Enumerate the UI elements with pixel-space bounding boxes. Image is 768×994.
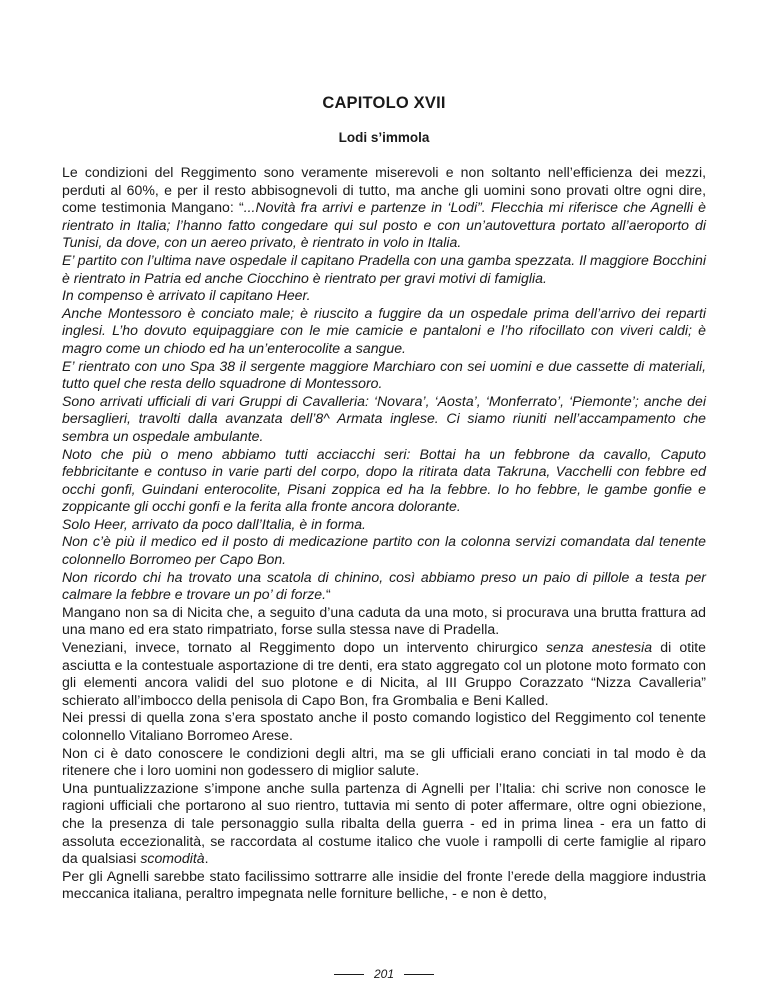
italic-text: Sono arrivati ufficiali di vari Gruppi di Cavalleria: ‘Novara’, ‘Aosta’, ‘Monferrato’, ‘Piemonte’; anche dei bersaglieri, travolti dalla avanzata dell’8^ Armata inglese. Ci siamo riuniti nell’accampamento che sembra un ospedale ambulante. (62, 392, 706, 444)
document-page (62, 0, 706, 994)
chapter-title: CAPITOLO XVII (322, 94, 446, 112)
italic-text: Anche Montessoro è conciato male; è riuscito a fuggire da un ospedale prima dell’arrivo dei reparti inglesi. L’ho dovuto equipaggiare con le mie camicie e pantaloni e l’ho rifocillato con viveri caldi; è magro come un chiodo ed ha un’enterocolite a sangue. (62, 304, 706, 356)
italic-text: E’ partito con l’ultima nave ospedale il capitano Pradella con una gamba spezzata. Il maggiore Bocchini è rientrato in Patria ed anche Ciocchino è rientrato per gravi motivi di famiglia. (62, 251, 706, 286)
chapter-subtitle: Lodi s’immola (338, 130, 430, 145)
paragraph (62, 569, 706, 604)
paragraph (62, 604, 706, 639)
italic-text: In compenso è arrivato il capitano Heer. (62, 287, 311, 304)
footer-rule-left (334, 974, 364, 975)
italic-text: ...Novità fra arrivi e partenze in ‘Lodi”. Flecchia mi riferisce che Agnelli è rientrato in Italia; l’hanno fatto congedare qui sul posto e con un’autovettura portato all’aeroporto di Tunisi, da dove, con un aereo privato, è rientrato in volo in Italia. (62, 199, 706, 251)
footer-rule-right (404, 974, 434, 975)
text-run: Veneziani, invece, tornato al Reggimento dopo un intervento chirurgico (62, 639, 546, 656)
paragraph (62, 164, 706, 252)
italic-text: Non c’è più il medico ed il posto di medicazione partito con la colonna servizi comandata dal tenente colonnello Borromeo per Capo Bon. (62, 533, 706, 568)
body-text (62, 164, 706, 903)
paragraph (62, 745, 706, 780)
paragraph (62, 533, 706, 568)
paragraph (62, 639, 706, 709)
paragraph (62, 252, 706, 287)
paragraph (62, 446, 706, 516)
paragraph (62, 868, 706, 903)
italic-text: senza anestesia (545, 639, 653, 656)
text-run: Mangano non sa di Nicita che, a seguito d’una caduta da una moto, si procurava una brutta frattura ad una mano ed era stato rimpatriato, forse sulla stessa nave di Pradella. (62, 603, 706, 638)
italic-text: scomodità (140, 850, 205, 867)
paragraph (62, 305, 706, 358)
text-run: Le condizioni del Reggimento sono veramente miserevoli e non soltanto nell’efficienza dei mezzi, perduti al 60%, e per il resto abbisognevoli di tutto, ma anche gli uomini sono provati oltre ogni dire, come testimonia Mangano: “ (62, 164, 706, 216)
paragraph (62, 393, 706, 446)
paragraph (62, 709, 706, 744)
text-run: “ (326, 586, 331, 603)
page-number: 201 (373, 967, 395, 981)
text-run: Una puntualizzazione s’impone anche sulla partenza di Agnelli per l’Italia: chi scrive non conosce le ragioni ufficiali che portarono al suo rientro, tuttavia mi sento di poter affermare, oltre ogni obiezione, che la presenza di tale personaggio sulla ribalta della guerra - ed in prima linea - era un fatto di assoluta eccezionalità, se raccordata al costume italico che vuole i rampolli di certe famiglie al riparo da qualsiasi (62, 779, 706, 867)
page-footer (62, 967, 706, 981)
italic-text: Noto che più o meno abbiamo tutti acciacchi seri: Bottai ha un febbrone da cavallo, Caputo febbricitante e contuso in varie parti del corpo, dopo la ritirata data Takruna, Vacchelli con febbre ed occhi gonfi, Guindani enterocolite, Pisani zoppica ed ha la febbre. Io ho febbre, le gambe gonfie e zoppicante gli occhi gonfi e la ferita alla fronte ancora dolorante. (62, 445, 706, 515)
text-run: . (204, 850, 209, 867)
text-run: Per gli Agnelli sarebbe stato facilissimo sottrarre alle insidie del fronte l’erede della maggiore industria meccanica italiana, peraltro impegnata nelle forniture belliche, - e non è detto, (62, 867, 706, 902)
italic-text: E’ rientrato con uno Spa 38 il sergente maggiore Marchiaro con sei uomini e due cassette di materiali, tutto quel che resta dello squadrone di Montessoro. (62, 357, 706, 392)
paragraph (62, 287, 706, 305)
paragraph (62, 516, 706, 534)
paragraph (62, 358, 706, 393)
italic-text: Non ricordo chi ha trovato una scatola di chinino, così abbiamo preso un paio di pillole a testa per calmare la febbre e trovare un po’ di forze. (62, 568, 706, 603)
text-run: di otite asciutta e la contestuale asportazione di tre denti, era stato aggregato col un plotone moto formato con gli elementi ancora validi del suo plotone e di Nicita, al III Gruppo Corazzato “Nizza Cavalleria” schierato all’imbocco della penisola di Capo Bon, fra Grombalia e Beni Kalled. (62, 639, 706, 708)
text-run: Nei pressi di quella zona s’era spostato anche il posto comando logistico del Reggimento col tenente colonnello Vitaliano Borromeo Arese. (62, 709, 706, 743)
italic-text: Solo Heer, arrivato da poco dall’Italia, è in forma. (62, 515, 366, 532)
text-run: Non ci è dato conoscere le condizioni degli altri, ma se gli ufficiali erano conciati in tal modo è da ritenere che i loro uomini non godessero di miglior salute. (62, 744, 706, 779)
paragraph (62, 780, 706, 868)
